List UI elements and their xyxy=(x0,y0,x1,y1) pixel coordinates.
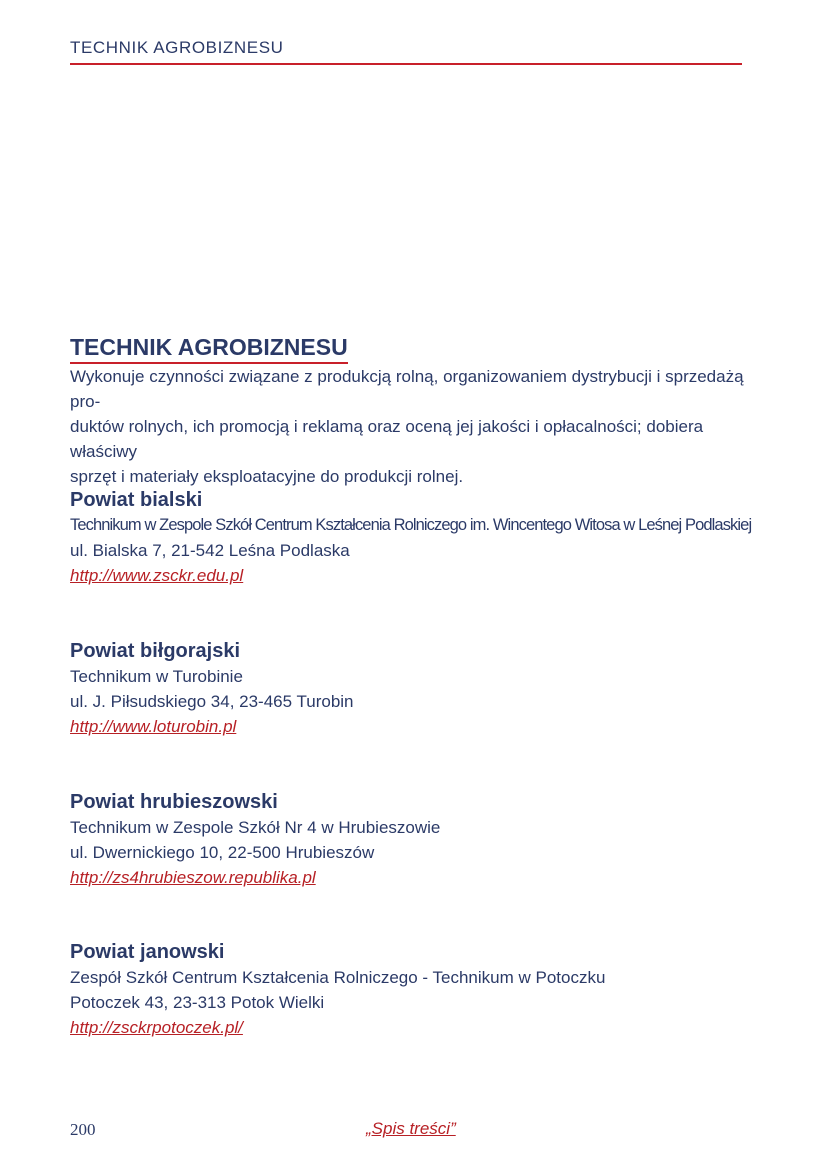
running-header: TECHNIK AGROBIZNESU xyxy=(70,38,284,57)
table-of-contents-link[interactable]: „Spis treści” xyxy=(366,1119,456,1138)
powiat-name: Powiat hrubieszowski xyxy=(70,791,278,813)
powiat-name: Powiat biłgorajski xyxy=(70,640,241,662)
powiat-bilgorajski-entry xyxy=(70,638,760,739)
school-website-link[interactable]: http://www.zsckr.edu.pl xyxy=(70,566,244,585)
school-address: Potoczek 43, 23-313 Potok Wielki xyxy=(70,993,325,1012)
intro-line: sprzęt i materiały eksploatacyjne do produkcji rolnej. xyxy=(70,467,464,486)
school-address: ul. Bialska 7, 21-542 Leśna Podlaska xyxy=(70,541,350,560)
intro-line: Wykonuje czynności związane z produkcją rolną, organizowaniem dystrybucji i sprzedażą pro- xyxy=(70,367,744,411)
school-name: Technikum w Zespole Szkół Centrum Kształcenia Rolniczego im. Wincentego Witosa w Leśnej Podlaskiej xyxy=(70,516,752,534)
school-website-link[interactable]: http://zsckrpotoczek.pl/ xyxy=(70,1018,243,1037)
school-address: ul. J. Piłsudskiego 34, 23-465 Turobin xyxy=(70,692,354,711)
school-name: Zespół Szkół Centrum Kształcenia Rolniczego - Technikum w Potoczku xyxy=(70,968,606,987)
powiat-janowski-entry xyxy=(70,939,760,1040)
powiat-name: Powiat bialski xyxy=(70,489,203,511)
section-intro xyxy=(70,364,745,489)
school-name: Technikum w Zespole Szkół Nr 4 w Hrubieszowie xyxy=(70,818,441,837)
school-website-link[interactable]: http://www.loturobin.pl xyxy=(70,717,237,736)
powiat-name: Powiat janowski xyxy=(70,941,225,963)
school-address: ul. Dwernickiego 10, 22-500 Hrubieszów xyxy=(70,843,375,862)
powiat-bialski-entry xyxy=(70,487,760,588)
page-number: 200 xyxy=(70,1120,96,1139)
header-rule xyxy=(70,63,742,65)
section-title: TECHNIK AGROBIZNESU xyxy=(70,333,348,364)
school-name: Technikum w Turobinie xyxy=(70,667,243,686)
intro-line: duktów rolnych, ich promocją i reklamą oraz oceną jej jakości i opłacalności; dobiera właściwy xyxy=(70,417,704,461)
school-website-link[interactable]: http://zs4hrubieszow.republika.pl xyxy=(70,868,316,887)
powiat-hrubieszowski-entry xyxy=(70,789,760,890)
